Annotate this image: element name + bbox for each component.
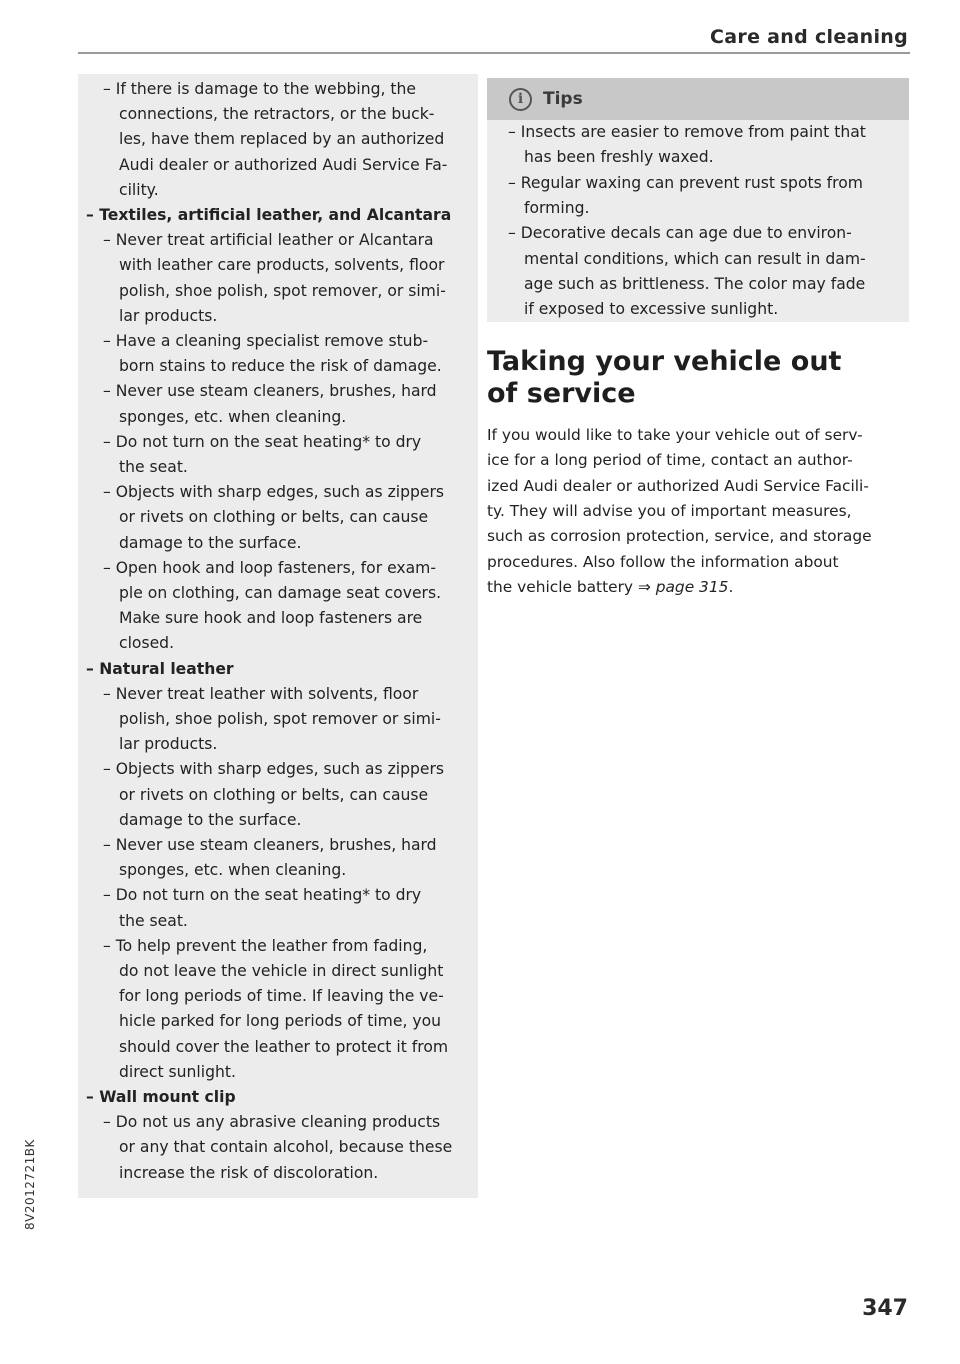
list-line: closed. xyxy=(119,634,175,653)
list-line: or rivets on clothing or belts, can cause xyxy=(119,508,429,527)
category-heading: – Textiles, artificial leather, and Alcantara xyxy=(86,206,452,224)
list-line: – Never use steam cleaners, brushes, hard xyxy=(103,836,437,854)
category-heading: – Natural leather xyxy=(86,659,234,678)
paragraph-text: ice for a long period of time, contact an author- xyxy=(487,451,853,470)
list-line: for long periods of time. If leaving the ve- xyxy=(119,987,444,1006)
list-line: sponges, etc. when cleaning. xyxy=(119,407,347,426)
list-line: – If there is damage to the webbing, the xyxy=(103,80,416,98)
header-rule xyxy=(78,52,910,54)
info-icon: i xyxy=(509,88,532,111)
paragraph-line xyxy=(487,474,869,499)
paragraph-text: the vehicle battery xyxy=(487,577,638,596)
list-line: cility. xyxy=(119,180,159,199)
tips-line: age such as brittleness. The color may fade xyxy=(524,274,866,293)
list-line: with leather care products, solvents, floor xyxy=(119,256,445,275)
paragraph-line xyxy=(487,575,733,600)
list-line: should cover the leather to protect it from xyxy=(119,1037,449,1056)
list-line: – To help prevent the leather from fading, xyxy=(103,936,428,955)
page-number: 347 xyxy=(862,1296,908,1321)
section-heading-line-1: Taking your vehicle out xyxy=(487,346,842,377)
list-line: – Do not turn on the seat heating* to dry xyxy=(103,886,422,905)
list-line: increase the risk of discoloration. xyxy=(119,1163,379,1182)
list-line: connections, the retractors, or the buck- xyxy=(119,105,435,124)
tips-label: Tips xyxy=(543,89,583,109)
tips-line: forming. xyxy=(524,198,590,217)
list-line: hicle parked for long periods of time, you xyxy=(119,1012,442,1031)
list-line: Make sure hook and loop fasteners are xyxy=(119,609,423,628)
paragraph-line xyxy=(487,448,853,473)
list-line: – Open hook and loop fasteners, for exam- xyxy=(103,558,436,577)
paragraph-text: such as corrosion protection, service, and storage xyxy=(487,527,872,546)
section-heading-line-2: of service xyxy=(487,378,636,409)
list-line: – Do not turn on the seat heating* to dry xyxy=(103,432,422,451)
list-line: lar products. xyxy=(119,735,218,754)
list-line: lar products. xyxy=(119,306,218,325)
paragraph-text: ty. They will advise you of important measures, xyxy=(487,501,852,520)
list-line: – Never use steam cleaners, brushes, hard xyxy=(103,382,437,401)
list-line: – Objects with sharp edges, such as zippers xyxy=(103,760,445,779)
list-line: Audi dealer or authorized Audi Service Fa- xyxy=(119,155,448,174)
list-line: les, have them replaced by an authorized xyxy=(119,130,445,149)
list-line: or rivets on clothing or belts, can cause xyxy=(119,785,429,804)
paragraph-text: procedures. Also follow the information about xyxy=(487,552,839,571)
list-line: – Never treat leather with solvents, floor xyxy=(103,684,419,703)
paragraph-line xyxy=(487,550,839,575)
list-line: damage to the surface. xyxy=(119,533,302,552)
list-line: the seat. xyxy=(119,458,188,476)
list-line: – Never treat artificial leather or Alcantara xyxy=(103,231,434,250)
tips-header xyxy=(487,78,909,120)
paragraph-line xyxy=(487,524,872,549)
paragraph-line xyxy=(487,423,863,448)
list-line: ple on clothing, can damage seat covers. xyxy=(119,584,442,602)
list-line: – Objects with sharp edges, such as zippers xyxy=(103,483,445,502)
list-line: born stains to reduce the risk of damage. xyxy=(119,357,442,376)
page-reference-suffix: . xyxy=(728,577,734,596)
tips-line: if exposed to excessive sunlight. xyxy=(524,300,779,319)
list-line: polish, shoe polish, spot remover, or simi- xyxy=(119,281,446,300)
paragraph-text: ized Audi dealer or authorized Audi Service Facili- xyxy=(487,476,869,495)
section-title: Care and cleaning xyxy=(710,26,908,48)
list-line: sponges, etc. when cleaning. xyxy=(119,861,347,880)
tips-line: – Insects are easier to remove from paint that xyxy=(508,123,866,141)
list-line: – Have a cleaning specialist remove stub- xyxy=(103,332,429,350)
tips-line: mental conditions, which can result in dam- xyxy=(524,249,866,268)
list-line: damage to the surface. xyxy=(119,810,302,829)
page-reference-link[interactable]: ⇒ page 315 xyxy=(637,577,729,596)
list-line: the seat. xyxy=(119,911,188,930)
list-line: polish, shoe polish, spot remover or simi- xyxy=(119,710,441,728)
paragraph-line xyxy=(487,499,852,524)
tips-line: – Regular waxing can prevent rust spots from xyxy=(508,173,863,192)
list-line: or any that contain alcohol, because these xyxy=(119,1138,453,1157)
tips-line: has been freshly waxed. xyxy=(524,148,714,167)
tips-line: – Decorative decals can age due to environ- xyxy=(508,224,852,243)
paragraph-text: If you would like to take your vehicle out of serv- xyxy=(487,426,863,444)
category-heading: – Wall mount clip xyxy=(86,1088,236,1106)
list-line: do not leave the vehicle in direct sunlight xyxy=(119,962,444,980)
list-line: – Do not us any abrasive cleaning products xyxy=(103,1113,441,1132)
list-line: direct sunlight. xyxy=(119,1062,236,1081)
document-code: 8V2012721BK xyxy=(23,1139,37,1230)
